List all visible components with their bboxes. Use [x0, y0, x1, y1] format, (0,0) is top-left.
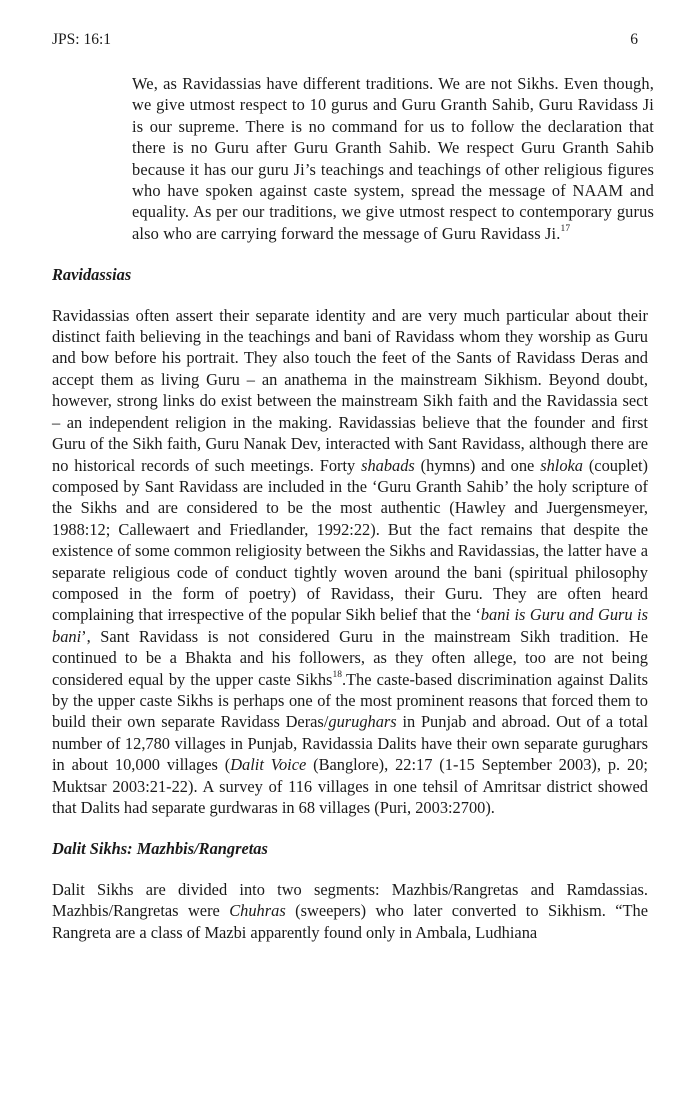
text-segment: (Banglore), 22:17 (1-15 September 2003), p. 20; Muktsar 2003:21-22). A survey of 116 villages in one tehsil of Amritsar district showed that Dalits had separate gurdwaras in 68 villages (Puri, 2003:2700). — [52, 755, 648, 817]
italic-term: shabads — [361, 455, 415, 475]
italic-term: Chuhras — [229, 901, 286, 921]
page-body — [52, 73, 654, 943]
text-segment: Ravidassias often assert their separate identity and are very much particular about their distinct faith believing in the teachings and bani of Ravidass whom they worship as Guru and bow before his portrait. They also touch the feet of the Sants of Ravidass Deras and accept them as living Guru – an anathema in the mainstream Sikhism. Beyond doubt, however, strong links do exist between the mainstream Sikh faith and the Ravidassia sect – an independent religion in the making. Ravidassias believe that the founder and first Guru of the Sikh faith, Guru Nanak Dev, interacted with Sant Ravidass, although there are no historical records of such meetings. Forty — [52, 305, 648, 475]
text-segment: (hymns) and one — [414, 455, 541, 475]
italic-term: gurughars — [328, 712, 397, 732]
section-heading-ravidassias: Ravidassias — [52, 265, 132, 285]
italic-term: shloka — [540, 455, 583, 475]
block-quote — [132, 73, 654, 244]
quote-text: We, as Ravidassias have different traditions. We are not Sikhs. Even though, we give utmost respect to 10 gurus and Guru Granth Sahib, Guru Ravidass Ji is our supreme. There is no command for us to follow the declaration that there is no Guru after Guru Granth Sahib. We respect Guru Granth Sahib because it has our guru Ji’s teachings and teachings of other religious figures who have spoken against caste system, spread the message of NAAM and equality. As per our traditions, we give utmost respect to contemporary gurus also who are carrying forward the message of Guru Ravidass Ji. — [132, 74, 654, 243]
text-segment: (sweepers) who later converted to Sikhism. “The Rangreta are a class of Mazbi apparently found only in Ambala, Ludhiana — [52, 901, 648, 942]
text-segment: Dalit Sikhs are divided into two segments: Mazhbis/Rangretas and Ramdassias. Mazhbis/Rangretas were — [52, 879, 648, 921]
text-segment: in Punjab and abroad. Out of a total number of 12,780 villages in Punjab, Ravidassia Dalits have their own separate gurughars in about 10,000 villages ( — [52, 712, 648, 775]
footnote-ref-18: 18 — [332, 669, 342, 680]
text-segment: ’, Sant Ravidass is not considered Guru in the mainstream Sikh tradition. He continued to be a Bhakta and his followers, as they often allege, too are not being considered equal by the upper caste Sikhs — [52, 626, 648, 689]
section-heading-dalit-sikhs: Dalit Sikhs: Mazhbis/Rangretas — [52, 839, 268, 859]
italic-term: bani is Guru and Guru is bani — [52, 605, 648, 646]
page-number: 6 — [630, 31, 638, 48]
paragraph-ravidassias — [52, 305, 648, 819]
footnote-ref-17: 17 — [560, 223, 571, 234]
running-head: JPS: 16:1 — [52, 31, 112, 48]
text-segment: (couplet) composed by Sant Ravidass are included in the ‘Guru Granth Sahib’ the holy scripture of the Sikhs and are considered to be the most authentic (Hawley and Juergensmeyer, 1988:12; Callewaert and Friedlander, 1992:22). But the fact remains that despite the existence of some common religiosity between the Sikhs and Ravidassias, the latter have a separate religious code of conduct tightly woven around the bani (spiritual philosophy composed in the form of poetry) of Ravidass, their Guru. They are often heard complaining that irrespective of the popular Sikh belief that the ‘ — [52, 455, 648, 625]
text-segment: .The caste-based discrimination against Dalits by the upper caste Sikhs is perhaps one of the most prominent reasons that forced them to build their own separate Ravidass Deras/ — [52, 669, 648, 732]
paragraph-dalit-sikhs — [52, 879, 648, 943]
italic-term: Dalit Voice — [230, 755, 307, 775]
